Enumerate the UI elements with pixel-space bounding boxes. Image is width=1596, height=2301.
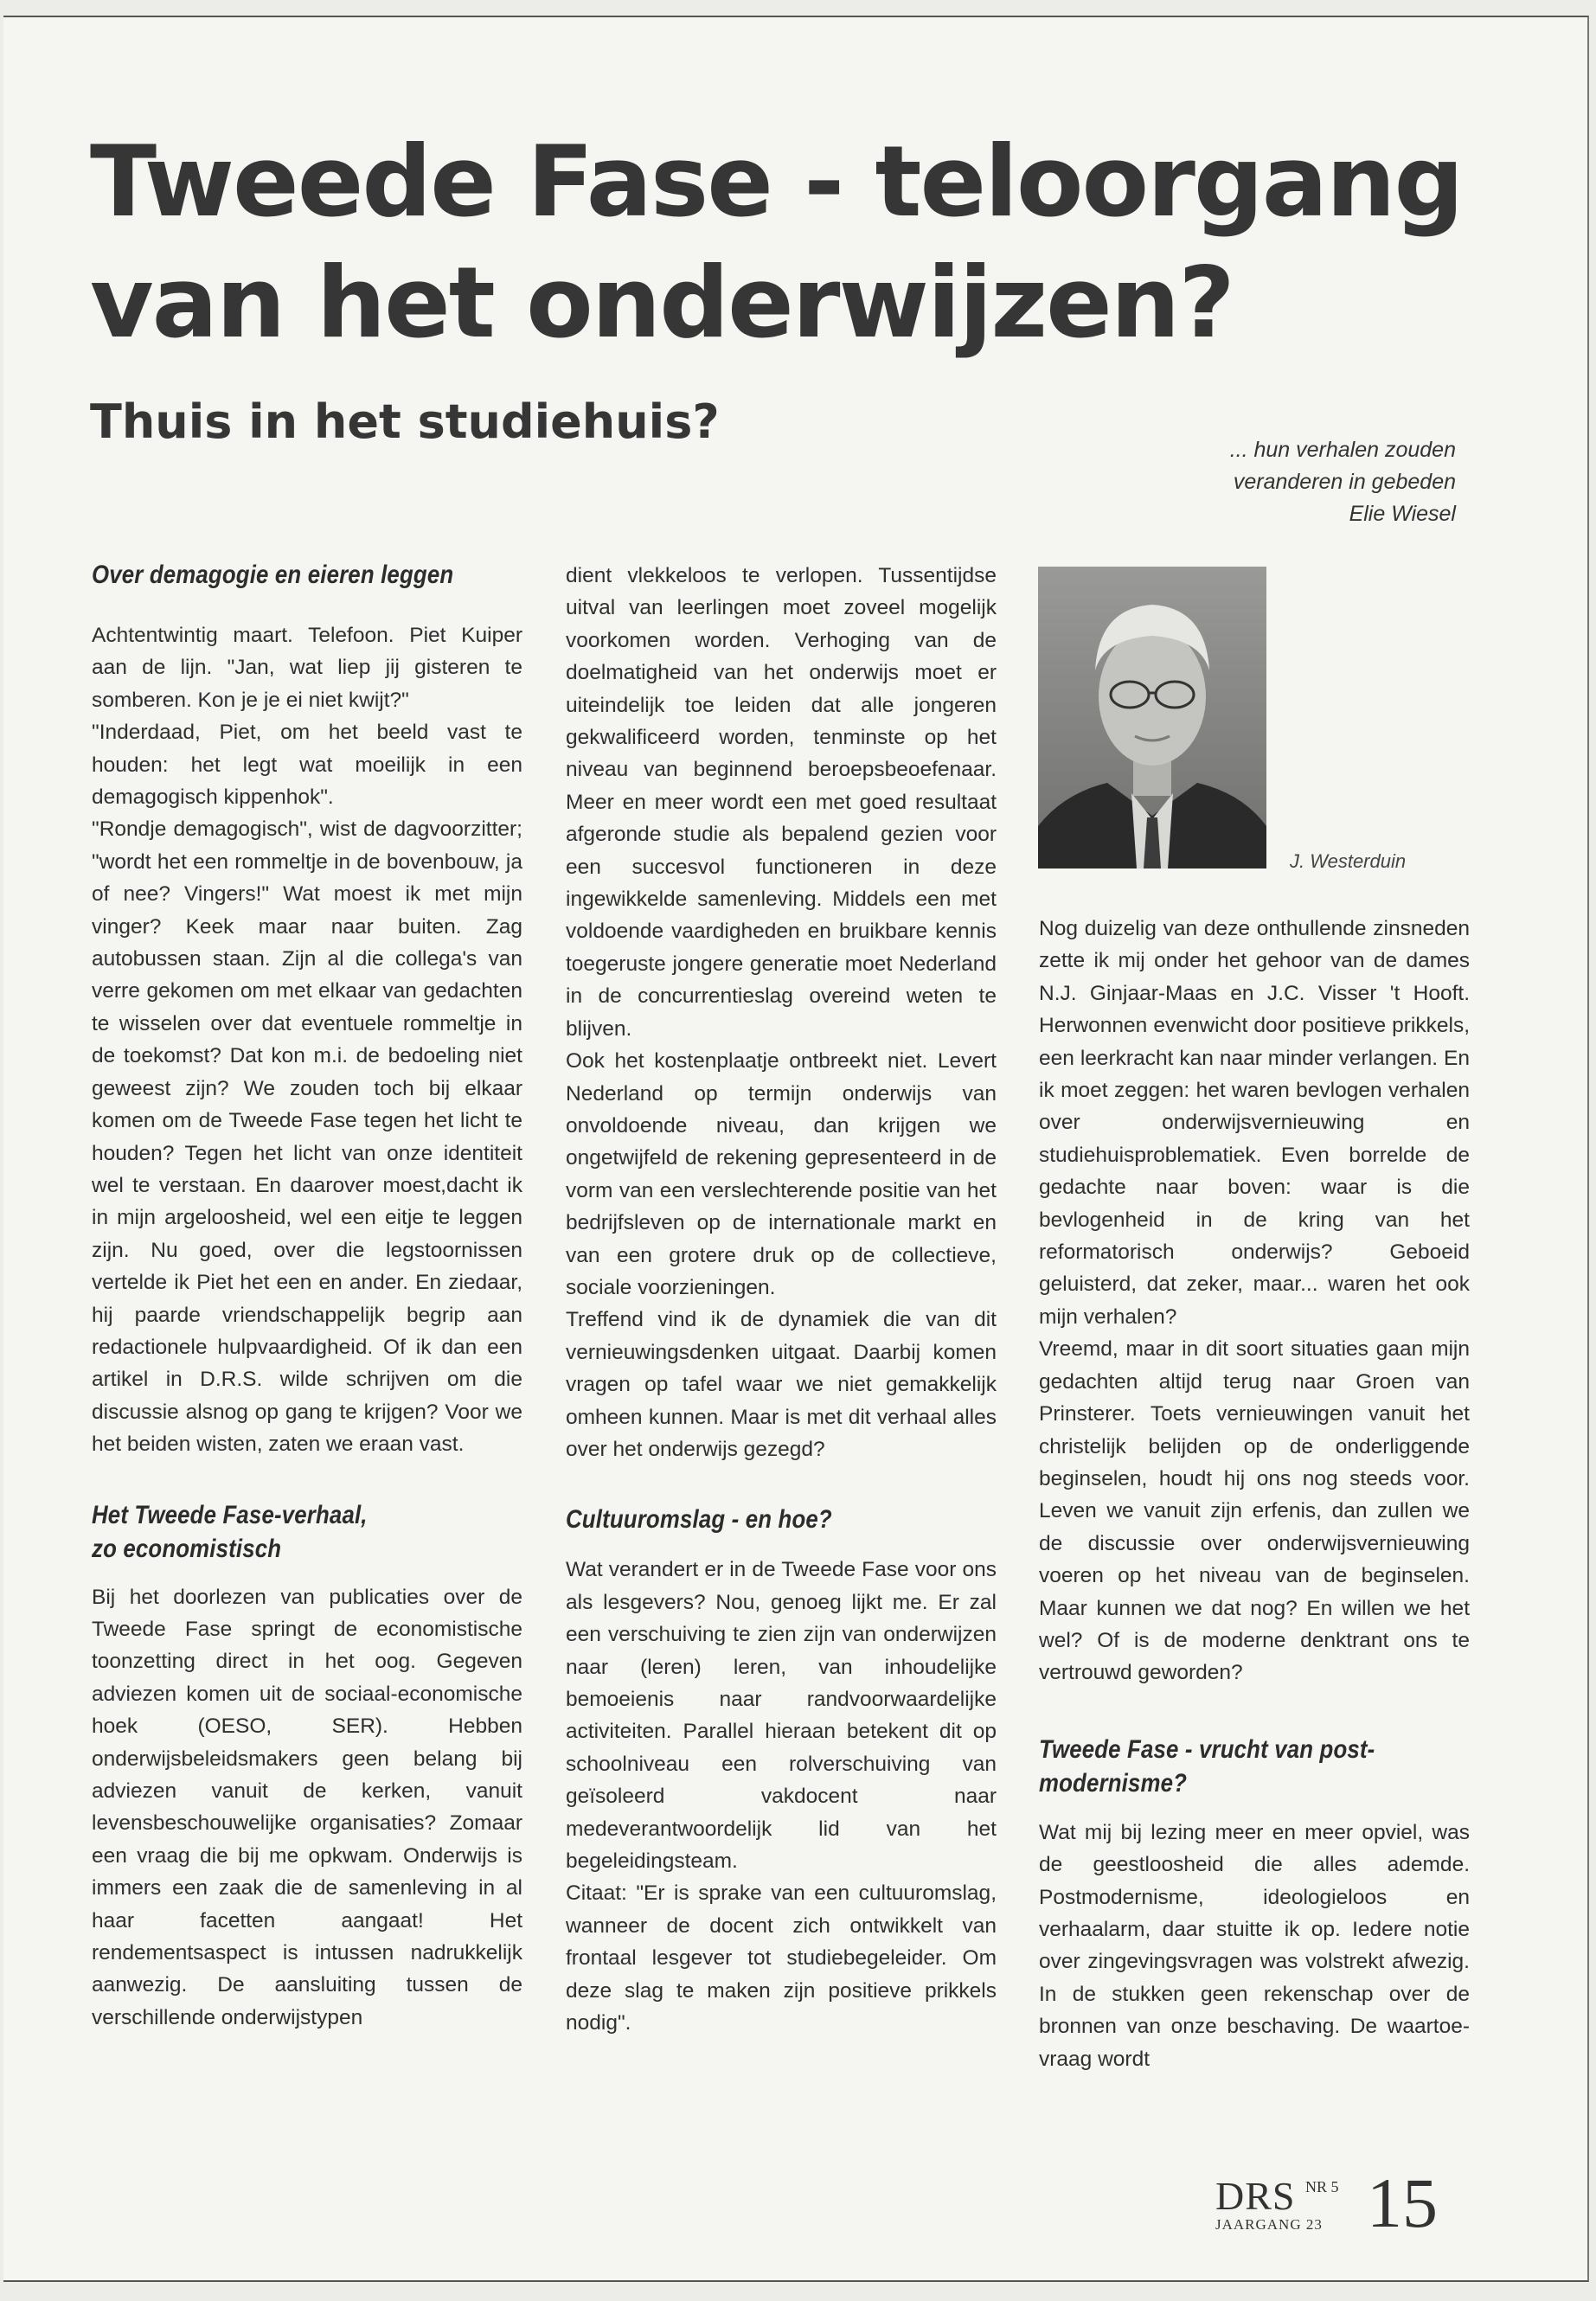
paragraph: "Inderdaad, Piet, om het beeld vast te houden: het legt wat moeilijk in een demagogisch kippenhok".: [92, 721, 522, 810]
portrait-image: [1038, 567, 1266, 868]
quote-author: Elie Wiesel: [1349, 502, 1456, 526]
paragraph: Wat mij bij lezing meer en meer opviel, was de geestloosheid die alles ademde. Postmodernisme, ideologieloos en verhaalarm, daar stuitte ik op. Iedere notie over zingevingsvragen was volstrekt afwezig. In de stukken geen rekenschap over de bronnen van onze beschaving. De waartoe-vraag wordt: [1039, 1820, 1470, 2071]
volume-label: JAARGANG 23: [1215, 2216, 1323, 2233]
epigraph-quote: [937, 434, 1456, 530]
heading-line: Tweede Fase - vrucht van post-: [1039, 1734, 1375, 1764]
paragraph: "Rondje demagogisch", wist de dagvoorzitter; "wordt het een rommeltje in de bovenbouw, ja of nee? Vingers!" Wat moest ik met mijn vinger? Keek maar naar buiten. Zag autobussen staan. Zijn al die collega's van verre gekomen om met elkaar van gedachten te wisselen over dat eventuele rommeltje in de toekomst? Dat kon m.i. de bedoeling niet geweest zijn? We zouden toch bij elkaar komen om de Tweede Fase tegen het licht te houden? Tegen het licht van onze identiteit wel te verstaan. En daarover moest,dacht ik in mijn argeloosheid, wel een eitje te leggen zijn. Nu goed, over die legstoornissen vertelde ik Piet het een en ander. En ziedaar, hij paarde vriendschappelijk begrip aan redactionele hulpvaardigheid. Of ik dan een artikel in D.R.S. wilde schrijven om die discussie alsnog op gang te krijgen? Voor we het beiden wisten, zaten we eraan vast.: [92, 817, 522, 1457]
journal-name: DRS: [1215, 2174, 1296, 2218]
page-number: 15: [1367, 2163, 1438, 2242]
section-heading: Over demagogie en eieren leggen: [92, 561, 454, 589]
paragraph: Achtentwintig maart. Telefoon. Piet Kuiper aan de lijn. "Jan, wat liep jij gisteren te somberen. Kon je je ei niet kwijt?": [92, 624, 522, 712]
photo-caption: J. Westerduin: [1290, 850, 1407, 872]
quote-line-2: veranderen in gebeden: [1233, 470, 1456, 494]
paragraph: Ook het kostenplaatje ontbreekt niet. Levert Nederland op termijn onderwijs van onvoldoende niveau, dan krijgen we ongetwijfeld de rekening gepresenteerd in de vorm van een verslechterende positie van het bedrijfsleven op de internationale markt en van een grotere druk op de collectieve, sociale voorzieningen.: [566, 1049, 997, 1299]
section-heading: Cultuuromslag - en hoe?: [566, 1505, 832, 1535]
section-heading: [92, 1498, 523, 1566]
paragraph: Bij het doorlezen van publicaties over de Tweede Fase springt de economistische toonzetting direct in het oog. Gegeven adviezen komen uit de sociaal-economische hoek (OESO, SER). Hebben onderwijsbeleidsmakers geen belang bij adviezen vanuit de kerken, vanuit levensbeschouwelijke organisaties? Zomaar een vraag die bij me opkwam. Onderwijs is immers een zaak die de samenleving in al haar facetten aangaat! Het rendementsaspect is intussen nadrukkelijk aanwezig. De aansluiting tussen de verschillende onderwijstypen: [92, 1585, 522, 2029]
title-line-1: Tweede Fase - teloorgang: [90, 125, 1463, 239]
heading-line: zo economistisch: [92, 1534, 282, 1563]
paragraph: Nog duizelig van deze onthullende zinsneden zette ik mij onder het gehoor van de dames N.J. Ginjaar-Maas en J.C. Visser 't Hooft. Herwonnen evenwicht door positieve prikkels, een leerkracht kan naar minder verlangen. En ik moet zeggen: het waren bevlogen verhalen over onderwijsvernieuwing en studiehuisproblematiek. Even borrelde de gedachte naar boven: waar is die bevlogenheid in de kring van het reformatorisch onderwijs? Geboeid geluisterd, dat zeker, maar... waren het ook mijn verhalen?: [1039, 917, 1470, 1329]
article-title: [90, 121, 1561, 363]
paragraph: Wat verandert er in de Tweede Fase voor ons als lesgevers? Nou, genoeg lijkt me. Er zal een verschuiving te zien zijn van onderwijzen naar (leren) leren, van inhoudelijke bemoeienis naar randvoorwaardelijke activiteiten. Parallel hieraan betekent dit op schoolniveau een rolverschuiving van geïsoleerd vakdocent naar medeverantwoordelijk lid van het begeleidingsteam.: [566, 1558, 997, 1874]
paragraph: Vreemd, maar in dit soort situaties gaan mijn gedachten altijd terug naar Groen van Prinsterer. Toets vernieuwingen vanuit het christelijk belijden op de onderliggende beginselen, houdt hij ons nog steeds voor. Leven we vanuit zijn erfenis, dan zullen we de discussie over onderwijsvernieuwing voeren op het niveau van de beginselen. Maar kunnen we dat nog? En willen we het wel? Of is de moderne denktrant ons te vertrouwd geworden?: [1039, 1337, 1470, 1685]
paragraph: Treffend vind ik de dynamiek die van dit vernieuwingsdenken uitgaat. Daarbij komen vragen op tafel waar we niet gemakkelijk omheen kunnen. Maar is met dit verhaal alles over het onderwijs gezegd?: [566, 1308, 997, 1461]
heading-line: Het Tweede Fase-verhaal,: [92, 1500, 368, 1529]
column-3: [1039, 913, 1470, 2075]
column-2: [566, 560, 997, 2039]
title-line-2: van het onderwijzen?: [90, 246, 1234, 360]
paragraph: Citaat: "Er is sprake van een cultuuromslag, wanneer de docent zich ontwikkelt van frontaal lesgever tot studiebegeleider. Om deze slag te maken zijn positieve prikkels nodig".: [566, 1881, 997, 2035]
page-footer: [1215, 2163, 1458, 2242]
magazine-page: [3, 16, 1589, 2282]
article-subtitle: Thuis in het studiehuis?: [90, 394, 720, 449]
paragraph: dient vlekkeloos te verlopen. Tussentijdse uitval van leerlingen moet zoveel mogelijk voorkomen worden. Verhoging van de doelmatigheid van het onderwijs moet er uiteindelijk toe leiden dat alle jongeren gekwalificeerd worden, tenminste op het niveau van beginnend beroepsbeoefenaar. Meer en meer wordt een met goed resultaat afgeronde studie als bepalend gezien voor een succesvol functioneren in deze ingewikkelde samenleving. Middels een met voldoende vaardigheden en bruikbare kennis toegeruste jongere generatie moet Nederland in de concurrentieslag overeind weten te blijven.: [566, 564, 997, 1041]
issue-number: NR 5: [1305, 2178, 1339, 2195]
quote-line-1: ... hun verhalen zouden: [1229, 438, 1456, 462]
author-photo: [1038, 567, 1266, 868]
section-heading: [1039, 1733, 1471, 1800]
column-1: [92, 558, 522, 2034]
heading-line: modernisme?: [1039, 1768, 1188, 1798]
